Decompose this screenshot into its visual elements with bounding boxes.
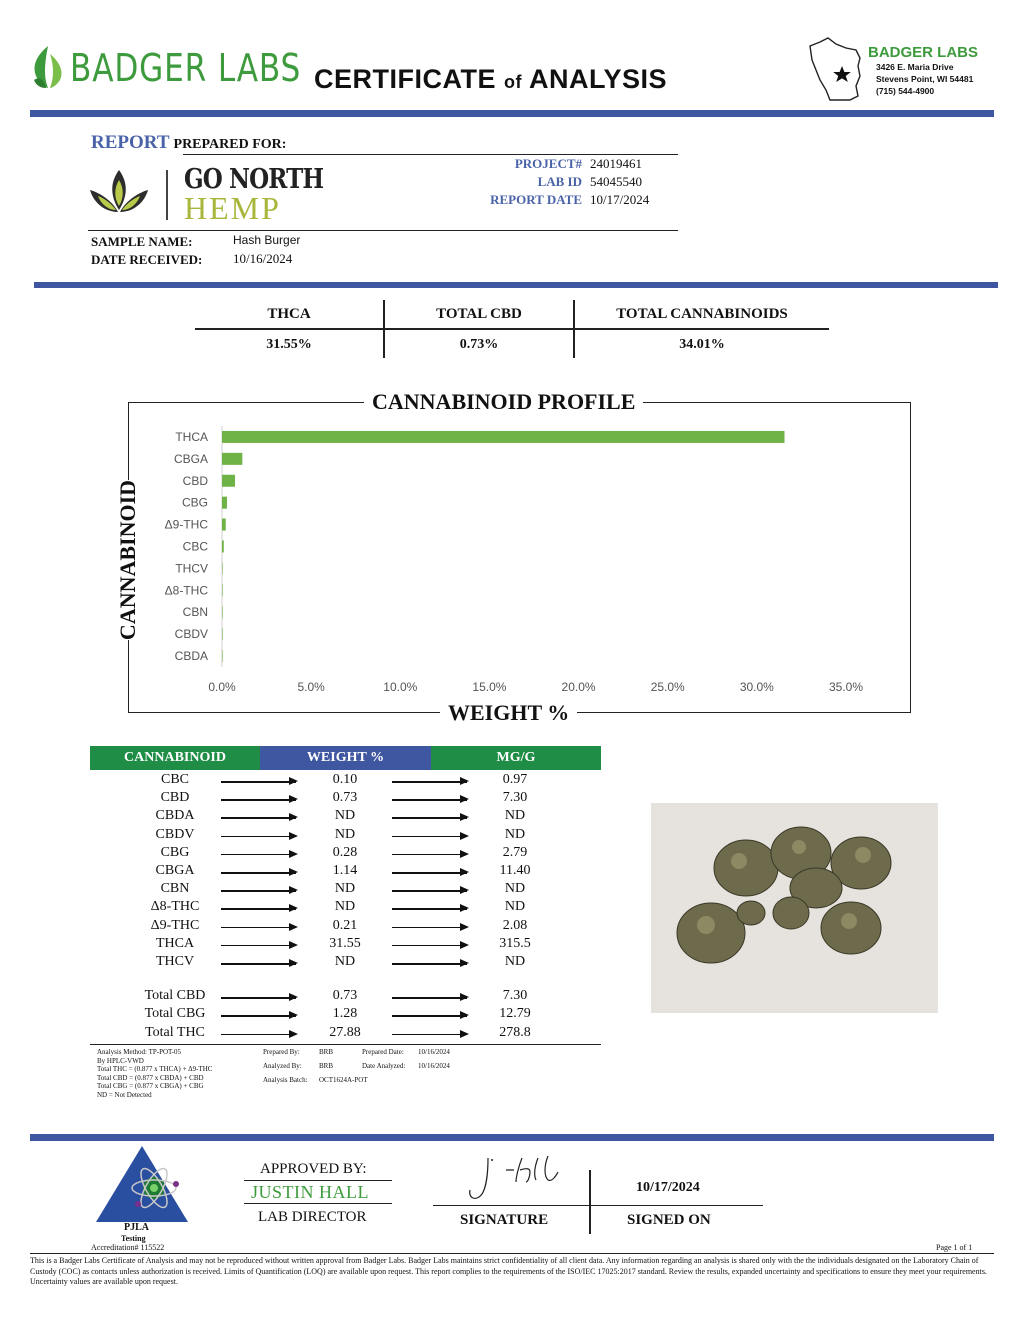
sample-name: Hash Burger [233,233,301,247]
signed-date: 10/17/2024 [636,1180,700,1195]
badger-labs-leaf-logo-icon [30,44,66,90]
chart-category-label: Δ8-THC [164,583,208,598]
approver-name: JUSTIN HALL [251,1182,369,1202]
signature-image [462,1154,572,1206]
row-arrow-1 [221,1015,296,1017]
row-mg-value: ND [504,881,526,897]
row-arrow-1 [221,890,296,892]
approved-by-label: APPROVED BY: [260,1161,367,1177]
go-north-hemp-lotus-icon [84,166,154,222]
row-cannabinoid-name: CBD [160,790,190,806]
summary-table [195,300,829,360]
prepared-by: BRB [319,1048,334,1056]
report-date-label: REPORT DATE [490,192,582,207]
row-cannabinoid-name: Δ8-THC [150,899,200,915]
row-weight-value: 1.14 [332,863,358,878]
row-mg-value: 278.8 [499,1024,531,1040]
lab-id-label: LAB ID [537,174,582,189]
chart-category-label: CBDA [174,648,208,663]
row-arrow-2 [392,890,467,892]
signature-rule [433,1205,763,1206]
row-mg-value: 315.5 [499,935,531,951]
row-cannabinoid-name: Δ9-THC [150,917,200,933]
chart-bar [222,431,784,443]
prepared-for-label: PREPARED FOR: [173,137,287,152]
row-weight-value: 0.21 [332,917,358,933]
row-cannabinoid-name: CBC [160,772,189,787]
chart-bar [222,628,223,640]
analysis-note: By HPLC-VWD [97,1056,144,1065]
row-mg-value: 11.40 [499,863,531,878]
row-mg-value: 7.30 [502,988,528,1004]
row-mg-value: 2.79 [502,844,528,860]
signature-label: SIGNATURE [460,1212,549,1228]
row-arrow-1 [221,817,296,819]
analysis-batch-label: Analysis Batch: [263,1076,308,1084]
report-divider [34,282,998,288]
chart-bar [222,562,223,574]
project-info [430,156,678,210]
row-cannabinoid-name: THCV [155,954,195,969]
chart-bar [222,540,224,552]
date-analyzed-label: Date Analyzed: [362,1062,406,1070]
row-arrow-1 [221,1034,296,1036]
prepared-date-label: Prepared Date: [362,1048,404,1056]
chart-y-label: CANNABINOID [111,480,145,640]
row-cannabinoid-name: CBGA [155,863,195,878]
row-weight-value: 0.10 [332,772,358,787]
title-part-1: CERTIFICATE [314,64,504,94]
footer-rule [30,1253,994,1254]
row-weight-value: ND [334,826,356,842]
approver-title: LAB DIRECTOR [258,1209,367,1225]
chart-plot-area [140,420,900,700]
chart-title: CANNABINOID PROFILE [364,389,643,415]
lab-name: BADGER LABS [868,44,979,61]
lab-street: 3426 E. Maria Drive [876,62,954,72]
row-cannabinoid-name: Total CBD [144,988,206,1004]
title-part-2: ANALYSIS [522,64,668,94]
chart-x-tick-label: 10.0% [383,679,418,694]
row-arrow-1 [221,854,296,856]
chart-category-label: CBG [181,495,208,510]
row-cannabinoid-name: CBG [160,844,190,860]
row-weight-value: 0.73 [332,790,358,806]
analysis-note: Total CBD = (0.877 x CBDA) + CBD [97,1073,204,1082]
thca-value: 31.55% [266,337,312,352]
row-arrow-2 [392,997,467,999]
project-number: 24019461 [590,156,642,171]
client-name-line2: HEMP [184,190,281,226]
title-of: of [504,72,522,92]
chart-category-label: CBD [182,473,208,488]
row-arrow-2 [392,781,467,783]
row-mg-value: ND [504,954,526,969]
row-arrow-2 [392,836,467,838]
chart-x-tick-label: 25.0% [650,679,685,694]
row-arrow-2 [392,945,467,947]
row-arrow-1 [221,963,296,965]
analysis-note: Total THC = (0.877 x THCA) + Δ9-THC [97,1065,213,1074]
analysis-notes [97,1048,267,1100]
chart-x-tick-label: 30.0% [739,679,774,694]
row-arrow-2 [392,872,467,874]
row-arrow-1 [221,872,296,874]
analysis-batch: OCT1624A-POT [319,1076,368,1084]
table-bottom-rule [90,1044,601,1045]
analyzed-by: BRB [319,1062,334,1070]
row-arrow-1 [221,997,296,999]
badger-labs-logo-text: BADGER LABS [70,46,302,90]
sample-name-label: SAMPLE NAME: [91,234,193,249]
row-mg-value: ND [504,826,526,842]
row-weight-value: ND [334,808,356,824]
analysis-note: ND = Not Detected [97,1090,152,1099]
row-mg-value: ND [504,899,526,915]
row-weight-value: 0.28 [332,844,358,860]
report-prepared-for [91,132,286,154]
sample-photo [651,803,938,1013]
table-header-mg: MG/G [431,746,601,770]
date-analyzed: 10/16/2024 [418,1062,450,1070]
pjla-label: PJLA [124,1222,149,1233]
project-label: PROJECT# [514,156,582,171]
chart-bar [222,475,235,487]
approved-by-rule [244,1180,392,1181]
table-header-weight: WEIGHT % [260,746,431,770]
chart-x-tick-label: 0.0% [208,679,236,694]
row-cannabinoid-name: CBN [160,881,190,897]
chart-category-label: THCA [175,429,208,444]
date-received: 10/16/2024 [233,251,293,266]
row-cannabinoid-name: CBDA [155,808,195,824]
chart-x-label: WEIGHT % [440,700,577,726]
footer-divider [30,1134,994,1141]
project-info-rule [88,230,678,231]
row-weight-value: 31.55 [329,935,361,951]
thca-header: THCA [267,306,311,322]
row-arrow-1 [221,908,296,910]
client-logo-divider [166,170,168,220]
chart-bar [222,519,226,531]
row-arrow-2 [392,854,467,856]
lab-id: 54045540 [590,174,642,189]
row-arrow-2 [392,908,467,910]
chart-x-tick-label: 15.0% [472,679,507,694]
row-cannabinoid-name: THCA [155,935,195,951]
table-header-cannabinoid: CANNABINOID [90,746,260,770]
row-cannabinoid-name: Total THC [145,1024,205,1040]
total-cbd-header: TOTAL CBD [436,306,522,322]
cannabinoid-table [90,746,601,1046]
row-mg-value: 2.08 [502,917,528,933]
row-weight-value: ND [334,881,356,897]
analysis-note: Analysis Method: TP-POT-05 [97,1048,182,1056]
chart-category-label: CBN [182,605,208,620]
lab-city: Stevens Point, WI 54481 [876,74,974,84]
chart-category-label: Δ9-THC [164,517,208,532]
row-cannabinoid-name: Total CBG [144,1006,206,1022]
prep-info [263,1048,503,1090]
row-mg-value: 7.30 [502,790,528,806]
summary-divider-1 [383,300,385,358]
row-mg-value: 12.79 [499,1006,531,1022]
header-divider [30,110,994,117]
row-arrow-2 [392,927,467,929]
row-weight-value: 0.73 [332,988,358,1004]
row-arrow-1 [221,836,296,838]
prepared-date: 10/16/2024 [418,1048,450,1056]
analysis-note: Total CBG = (0.877 x CBGA) + CBG [97,1082,204,1091]
row-weight-value: ND [334,899,356,915]
approver-name-rule [244,1203,392,1204]
row-arrow-1 [221,927,296,929]
signature-divider [589,1170,591,1234]
row-arrow-1 [221,799,296,801]
chart-category-label: CBDV [174,627,208,642]
client-name-line1: GO NORTH [184,164,324,195]
pjla-accreditation-logo-icon [94,1144,190,1224]
date-received-label: DATE RECEIVED: [91,252,203,267]
row-arrow-2 [392,1015,467,1017]
accreditation-number: Accreditation# 115522 [91,1243,165,1252]
signed-on-label: SIGNED ON [627,1212,711,1228]
row-weight-value: 27.88 [329,1024,361,1040]
chart-category-label: CBGA [173,451,208,466]
row-cannabinoid-name: CBDV [155,826,195,842]
chart-x-tick-label: 5.0% [297,679,325,694]
chart-bar [222,497,227,509]
total-cannabinoids-value: 34.01% [679,337,725,352]
lab-phone: (715) 544-4900 [876,86,935,96]
row-arrow-2 [392,799,467,801]
row-arrow-2 [392,963,467,965]
chart-category-label: CBC [182,539,208,554]
row-arrow-1 [221,781,296,783]
report-date: 10/17/2024 [590,192,650,207]
row-arrow-2 [392,1034,467,1036]
report-word: REPORT [91,132,170,153]
chart-bar [222,453,242,465]
chart-bar [222,584,223,596]
row-weight-value: ND [334,954,356,969]
row-mg-value: 0.97 [502,772,528,787]
disclaimer: This is a Badger Labs Certificate of Analysis and may not be reproduced without written approval from Badger Labs. Badger Labs maintains strict confidentiality of all client data. Any information regarding an analysis is shared only with the the individuals designated on the Laboratory Chain of Custody (COC) as contacts unless authorization is received. Limits of Quantification (LOQ) are available upon request. This report complies to the requirements of the ISO/IEC 17025:2017 standard. Review the results, expanded uncertainty and specifications to ensure they meet your requirements. Uncertainty values are available upon request. [30,1256,987,1286]
page-number: Page 1 of 1 [936,1243,973,1252]
prepared-for-rule [183,154,678,155]
row-arrow-2 [392,817,467,819]
total-cbd-value: 0.73% [459,337,499,352]
total-cannabinoids-header: TOTAL CANNABINOIDS [616,306,788,322]
chart-x-tick-label: 35.0% [828,679,864,694]
summary-divider-2 [573,300,575,358]
row-mg-value: ND [504,808,526,824]
wisconsin-map-icon [806,36,868,104]
header [0,0,1024,118]
chart-x-tick-label: 20.0% [561,679,596,694]
chart-bar [222,606,223,618]
row-arrow-1 [221,945,296,947]
chart-category-label: THCV [175,561,208,576]
summary-rule [195,328,829,330]
row-weight-value: 1.28 [332,1006,358,1022]
document-title [314,64,667,95]
testing-label: Testing [121,1234,146,1243]
analyzed-by-label: Analyzed By: [263,1062,302,1070]
prepared-by-label: Prepared By: [263,1048,300,1056]
chart-bar [222,650,223,662]
